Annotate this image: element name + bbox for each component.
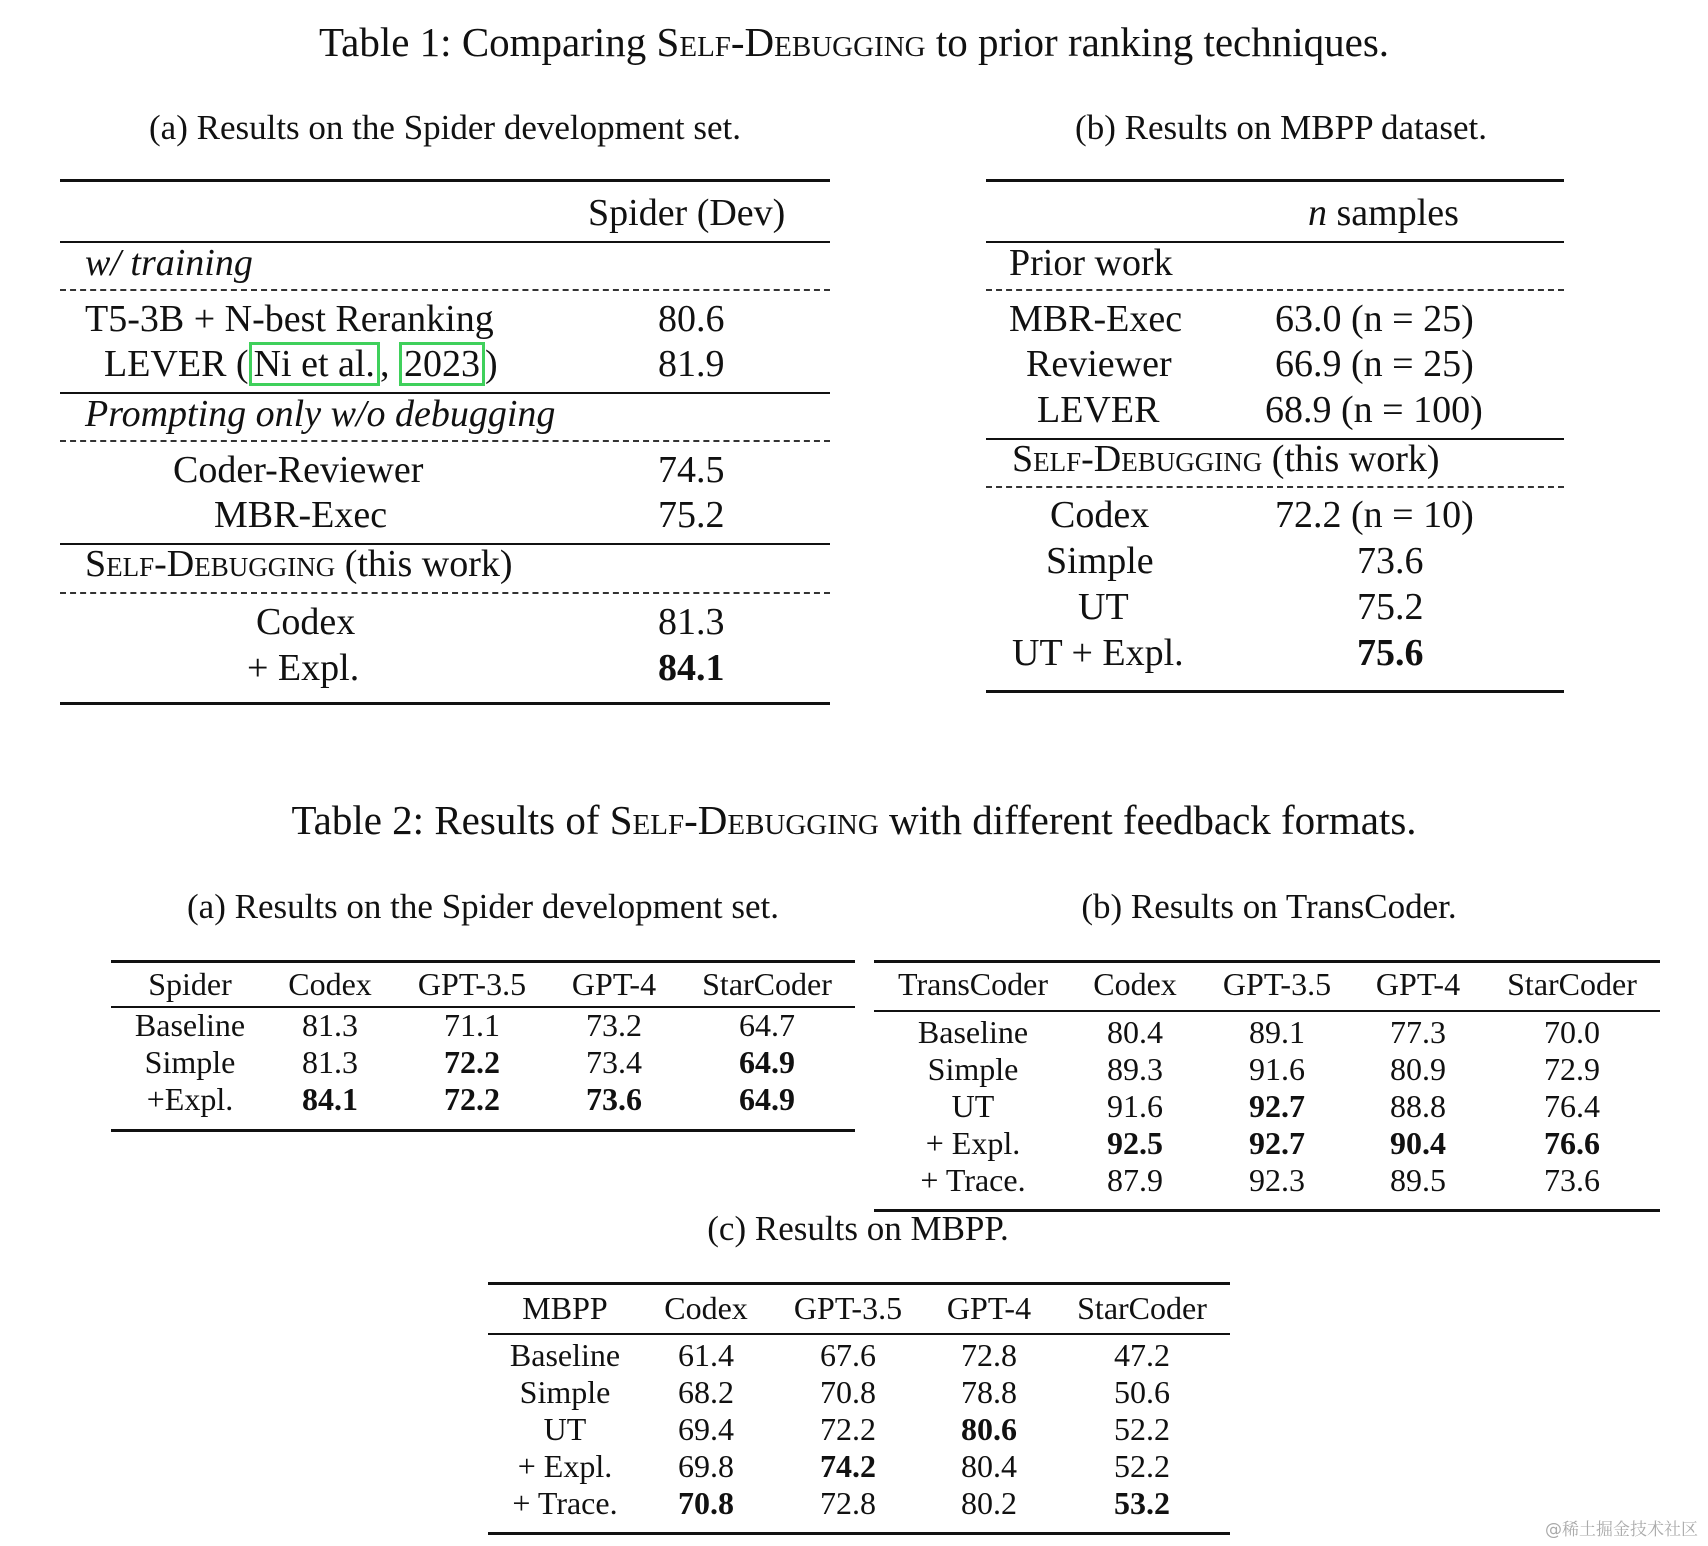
table1b-column-header: n samples — [1308, 192, 1459, 234]
table2b-row-label: + Trace. — [920, 1162, 1026, 1198]
table2c-cell: 80.6 — [961, 1411, 1017, 1447]
table1b-row-label: MBR-Exec — [1009, 298, 1183, 340]
table1a-row-label: MBR-Exec — [214, 494, 388, 536]
table1b-row-value: 73.6 — [1357, 540, 1424, 582]
table1b-row-value: 75.2 — [1357, 586, 1424, 628]
table1b-dash-1 — [986, 289, 1564, 291]
table2b-row-label: + Expl. — [925, 1125, 1021, 1161]
table2b-cell: 92.3 — [1249, 1162, 1305, 1198]
table2b-cell: 89.1 — [1249, 1014, 1305, 1050]
table2c-cell: 52.2 — [1114, 1448, 1170, 1484]
table1-caption: Table 1: Comparing Self-Debugging to prior ranking techniques. — [318, 19, 1390, 65]
table2c-cell: 67.6 — [820, 1337, 876, 1373]
table1a-dash-1 — [60, 289, 830, 291]
table1a-row-value-best: 84.1 — [658, 647, 725, 689]
table2a-row-label: Baseline — [134, 1007, 246, 1043]
table2c-cell: 70.8 — [820, 1374, 876, 1410]
table2a-cell: 81.3 — [302, 1007, 358, 1043]
table1b-row-value: 63.0 (n = 25) — [1275, 298, 1474, 340]
table1b-row-label: LEVER — [1037, 389, 1160, 431]
table1a-row-value: 80.6 — [658, 298, 725, 340]
table2a-cell: 64.7 — [739, 1007, 795, 1043]
table2c-row-label: Baseline — [509, 1337, 621, 1373]
table1a-section-this-work: Self-Debugging (this work) — [85, 543, 513, 585]
table1a-section-prompting: Prompting only w/o debugging — [85, 393, 556, 435]
table1a-section-training: w/ training — [85, 242, 253, 284]
table2c-row-label: + Expl. — [517, 1448, 613, 1484]
citation-link-year[interactable]: 2023 — [399, 342, 485, 386]
table2a-cell: 73.4 — [586, 1044, 642, 1080]
table2b-top-rule — [874, 960, 1660, 963]
table2b-header-rule — [874, 1010, 1660, 1012]
table1a-row-value: 75.2 — [658, 494, 725, 536]
table1a-row-value: 81.3 — [658, 601, 725, 643]
table1a-row-label: Coder-Reviewer — [173, 449, 424, 491]
table2a-cell: 64.9 — [739, 1081, 795, 1117]
table1a-dash-3 — [60, 592, 830, 594]
table1b-top-rule — [986, 179, 1564, 182]
table2c-row-label: Simple — [519, 1374, 611, 1410]
table2b-header-cell: StarCoder — [1507, 966, 1637, 1002]
table1b-section-this-work: Self-Debugging (this work) — [1012, 438, 1440, 480]
table2b-header-cell: TransCoder — [898, 966, 1048, 1002]
table2b-row-label: UT — [951, 1088, 995, 1124]
table2a-header-cell: StarCoder — [702, 966, 832, 1002]
table2a-cell: 73.6 — [586, 1081, 642, 1117]
table2c-cell: 52.2 — [1114, 1411, 1170, 1447]
table1a-top-rule — [60, 179, 830, 182]
table2a-cell: 72.2 — [444, 1081, 500, 1117]
table1b-dash-2 — [986, 486, 1564, 488]
table2c-cell: 72.8 — [961, 1337, 1017, 1373]
table1a-row-value: 74.5 — [658, 449, 725, 491]
table2c-cell: 47.2 — [1114, 1337, 1170, 1373]
table2b-cell: 77.3 — [1390, 1014, 1446, 1050]
table2b-cell: 80.4 — [1107, 1014, 1163, 1050]
table1a-row-label: + Expl. — [247, 647, 360, 689]
table1a-bottom-rule — [60, 702, 830, 705]
table1a-row-value: 81.9 — [658, 343, 725, 385]
watermark-text: @稀土掘金技术社区 — [1545, 1520, 1698, 1540]
table2b-cell: 73.6 — [1544, 1162, 1600, 1198]
table2b-cell: 72.9 — [1544, 1051, 1600, 1087]
table2c-header-cell: Codex — [664, 1290, 748, 1326]
table2b-cell: 76.4 — [1544, 1088, 1600, 1124]
table2c-cell: 78.8 — [961, 1374, 1017, 1410]
table1a-row-label-lever: LEVER ( Ni et al. , 2023 ) — [104, 343, 498, 385]
table1b-bottom-rule — [986, 690, 1564, 693]
table1b-row-value: 72.2 (n = 10) — [1275, 494, 1474, 536]
table2c-cell: 70.8 — [678, 1485, 734, 1521]
table2c-cell: 53.2 — [1114, 1485, 1170, 1521]
table2c-cell: 72.2 — [820, 1411, 876, 1447]
table2c-bottom-rule — [488, 1532, 1230, 1535]
table1b-row-value: 66.9 (n = 25) — [1275, 343, 1474, 385]
citation-link-ni[interactable]: Ni et al. — [249, 342, 380, 386]
table2b-cell: 92.7 — [1249, 1125, 1305, 1161]
table2b-header-cell: Codex — [1093, 966, 1177, 1002]
table2b-cell: 88.8 — [1390, 1088, 1446, 1124]
table2b-header-cell: GPT-3.5 — [1222, 966, 1332, 1002]
table2a-cell: 81.3 — [302, 1044, 358, 1080]
table2c-cell: 72.8 — [820, 1485, 876, 1521]
table2b-cell: 76.6 — [1544, 1125, 1600, 1161]
table1b-subcaption: (b) Results on MBPP dataset. — [1075, 108, 1487, 147]
table2a-header-cell: Codex — [288, 966, 372, 1002]
table2a-row-label: +Expl. — [146, 1081, 234, 1117]
table2c-cell: 80.2 — [961, 1485, 1017, 1521]
table2a-header-cell: GPT-4 — [571, 966, 657, 1002]
table2b-cell: 91.6 — [1107, 1088, 1163, 1124]
table2a-cell: 84.1 — [302, 1081, 358, 1117]
table2b-row-label: Simple — [927, 1051, 1019, 1087]
table2c-row-label: UT — [543, 1411, 587, 1447]
table2b-cell: 90.4 — [1390, 1125, 1446, 1161]
table1b-row-label: Codex — [1050, 494, 1150, 536]
table1b-row-label: UT + Expl. — [1012, 632, 1184, 674]
table2b-cell: 91.6 — [1249, 1051, 1305, 1087]
table1b-section-prior: Prior work — [1009, 242, 1173, 284]
table2c-top-rule — [488, 1282, 1230, 1285]
table2a-row-label: Simple — [144, 1044, 236, 1080]
table2c-cell: 74.2 — [820, 1448, 876, 1484]
table2c-header-cell: GPT-4 — [946, 1290, 1032, 1326]
table2c-header-cell: GPT-3.5 — [793, 1290, 903, 1326]
table2a-header-cell: Spider — [148, 966, 232, 1002]
table2c-cell: 69.4 — [678, 1411, 734, 1447]
table1a-subcaption: (a) Results on the Spider development set. — [149, 108, 741, 147]
table2-caption: Table 2: Results of Self-Debugging with different feedback formats. — [291, 797, 1417, 843]
table2a-cell: 64.9 — [739, 1044, 795, 1080]
table2a-top-rule — [111, 960, 855, 963]
table2a-subcaption: (a) Results on the Spider development set. — [187, 887, 779, 926]
table2b-subcaption: (b) Results on TransCoder. — [1081, 887, 1457, 926]
table2c-subcaption: (c) Results on MBPP. — [707, 1209, 1009, 1248]
table2c-cell: 68.2 — [678, 1374, 734, 1410]
table2b-row-label: Baseline — [917, 1014, 1029, 1050]
table2b-cell: 89.5 — [1390, 1162, 1446, 1198]
table2b-cell: 92.5 — [1107, 1125, 1163, 1161]
table2b-cell: 70.0 — [1544, 1014, 1600, 1050]
table2a-header-cell: GPT-3.5 — [417, 966, 527, 1002]
table1b-row-value-best: 75.6 — [1357, 632, 1424, 674]
table2a-cell: 71.1 — [444, 1007, 500, 1043]
table2c-cell: 69.8 — [678, 1448, 734, 1484]
table2a-bottom-rule — [111, 1129, 855, 1132]
table1a-dash-2 — [60, 440, 830, 442]
table2b-cell: 92.7 — [1249, 1088, 1305, 1124]
table1b-row-label: UT — [1078, 586, 1129, 628]
table2b-cell: 89.3 — [1107, 1051, 1163, 1087]
table2a-cell: 72.2 — [444, 1044, 500, 1080]
table1a-column-header: Spider (Dev) — [588, 192, 786, 234]
table2c-header-cell: StarCoder — [1077, 1290, 1207, 1326]
table2c-cell: 61.4 — [678, 1337, 734, 1373]
table1b-row-value: 68.9 (n = 100) — [1265, 389, 1483, 431]
table2b-header-cell: GPT-4 — [1375, 966, 1461, 1002]
table2c-cell: 80.4 — [961, 1448, 1017, 1484]
table2b-cell: 87.9 — [1107, 1162, 1163, 1198]
table1a-row-label: Codex — [256, 601, 356, 643]
table2c-cell: 50.6 — [1114, 1374, 1170, 1410]
table2a-cell: 73.2 — [586, 1007, 642, 1043]
table2c-header-cell: MBPP — [522, 1290, 608, 1326]
table2c-header-rule — [488, 1333, 1230, 1335]
table2c-row-label: + Trace. — [512, 1485, 618, 1521]
table2b-cell: 80.9 — [1390, 1051, 1446, 1087]
table1b-row-label: Reviewer — [1026, 343, 1172, 385]
table1a-row-label: T5-3B + N-best Reranking — [85, 298, 494, 340]
table1b-row-label: Simple — [1046, 540, 1154, 582]
